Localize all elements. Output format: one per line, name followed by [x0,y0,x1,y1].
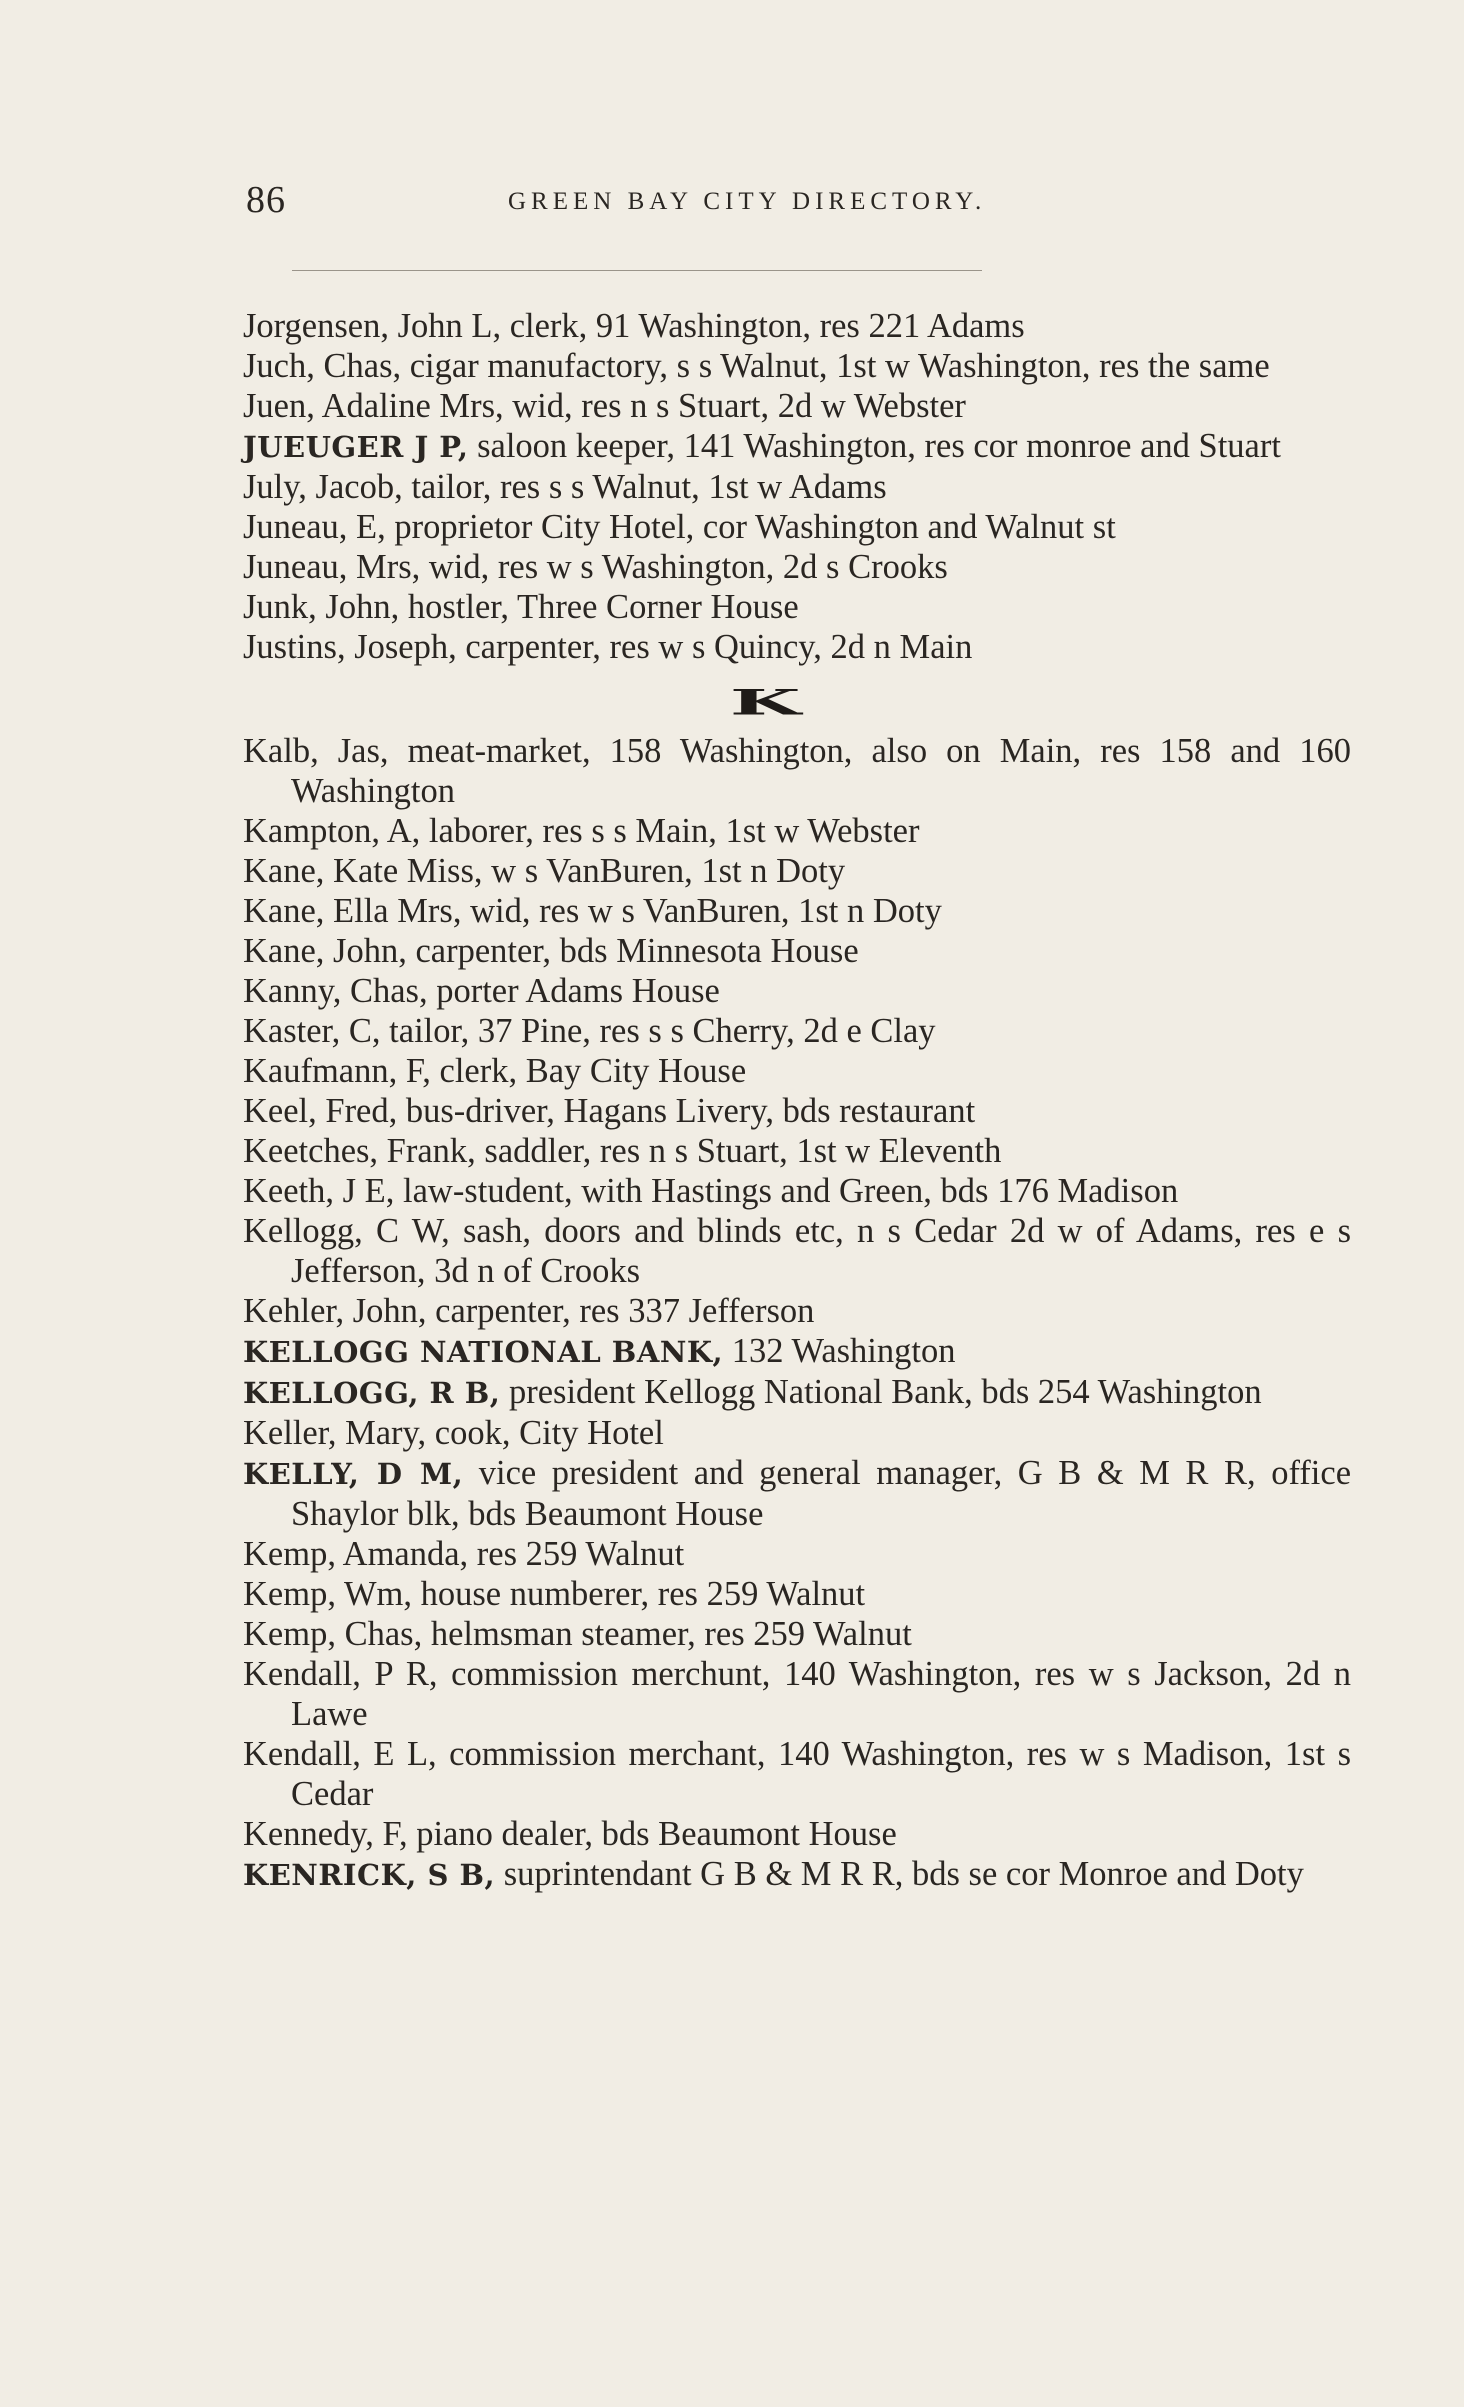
directory-entry [243,1854,1351,1895]
directory-entry [243,1654,1351,1734]
directory-entry [243,386,1351,426]
entry-text: Kaster, C, tailor, 37 Pine, res s s Cherry, 2d e Clay [243,1012,936,1050]
entry-text: Kendall, P R, commission merchunt, 140 Washington, res w s Jackson, 2d n Lawe [243,1655,1351,1733]
directory-entry [243,931,1351,971]
entry-text: Jorgensen, John L, clerk, 91 Washington, res 221 Adams [243,307,1025,345]
entry-bold-name: KELLOGG, R B, [243,1376,501,1410]
entry-text: Kane, John, carpenter, bds Minnesota House [243,932,859,970]
entry-text: Juneau, Mrs, wid, res w s Washington, 2d s Crooks [243,548,948,586]
directory-entry [243,811,1351,851]
section-letter-heading [243,667,1351,731]
entry-text: suprintendant G B & M R R, bds se cor Monroe and Doty [503,1855,1304,1893]
entry-text: Kalb, Jas, meat-market, 158 Washington, also on Main, res 158 and 160 Washington [243,732,1351,810]
directory-entry [243,1331,1351,1372]
entry-text: Kehler, John, carpenter, res 337 Jefferson [243,1292,815,1330]
directory-entry [243,1372,1351,1413]
entry-text: 132 Washington [731,1332,956,1370]
entry-bold-name: KENRICK, S B, [243,1858,496,1892]
entry-text: Kemp, Amanda, res 259 Walnut [243,1535,685,1573]
directory-entry [243,1413,1351,1453]
running-title: GREEN BAY CITY DIRECTORY. [508,188,987,215]
directory-entry [243,507,1351,547]
directory-entry [243,426,1351,467]
entry-text: saloon keeper, 141 Washington, res cor monroe and Stuart [477,427,1281,465]
entry-bold-name: KELLY, D M, [243,1457,464,1491]
entry-text: Kendall, E L, commission merchant, 140 Washington, res w s Madison, 1st s Cedar [243,1735,1351,1813]
entry-text: Kane, Kate Miss, w s VanBuren, 1st n Doty [243,852,846,890]
directory-entry [243,1051,1351,1091]
entry-bold-name: KELLOGG NATIONAL BANK, [243,1335,724,1369]
page-number: 86 [246,179,286,221]
directory-entry [243,1291,1351,1331]
page-header [246,178,1246,228]
entry-bold-name: JUEUGER J P, [243,430,469,464]
directory-entry [243,851,1351,891]
directory-entry [243,1534,1351,1574]
directory-entry [243,467,1351,507]
directory-entry [243,1814,1351,1854]
directory-entry [243,627,1351,667]
section-letter: K [729,682,805,724]
directory-entry [243,346,1351,386]
entry-text: Kaufmann, F, clerk, Bay City House [243,1052,747,1090]
entry-text: Kampton, A, laborer, res s s Main, 1st w Webster [243,812,920,850]
entry-text: Juneau, E, proprietor City Hotel, cor Washington and Walnut st [243,508,1116,546]
directory-entry [243,1614,1351,1654]
directory-entry [243,971,1351,1011]
entry-text: Kellogg, C W, sash, doors and blinds etc, n s Cedar 2d w of Adams, res e s Jefferson, 3d n of Crooks [243,1212,1351,1290]
entry-text: Juch, Chas, cigar manufactory, s s Walnut, 1st w Washington, res the same [243,347,1270,385]
header-rule [292,270,982,271]
entry-text: Junk, John, hostler, Three Corner House [243,588,799,626]
entry-text: Kanny, Chas, porter Adams House [243,972,720,1010]
directory-entry [243,1171,1351,1211]
directory-entry [243,891,1351,931]
directory-entry [243,1734,1351,1814]
directory-entry [243,1453,1351,1534]
entry-text: Kemp, Chas, helmsman steamer, res 259 Walnut [243,1615,912,1653]
entry-text: Keel, Fred, bus-driver, Hagans Livery, bds restaurant [243,1092,976,1130]
directory-entry [243,587,1351,627]
entry-text: July, Jacob, tailor, res s s Walnut, 1st w Adams [243,468,887,506]
entry-text: vice president and general manager, G B & M R R, office Shaylor blk, bds Beaumont House [291,1454,1352,1533]
entry-text: Kane, Ella Mrs, wid, res w s VanBuren, 1st n Doty [243,892,942,930]
directory-entries [243,306,1351,1895]
entry-text: Keeth, J E, law-student, with Hastings and Green, bds 176 Madison [243,1172,1179,1210]
directory-entry [243,306,1351,346]
entry-text: Keller, Mary, cook, City Hotel [243,1414,664,1452]
entry-text: president Kellogg National Bank, bds 254 Washington [508,1373,1262,1411]
directory-entry [243,547,1351,587]
directory-entry [243,1211,1351,1291]
directory-entry [243,1011,1351,1051]
entry-text: Kennedy, F, piano dealer, bds Beaumont House [243,1815,897,1853]
directory-entry [243,1091,1351,1131]
entry-text: Keetches, Frank, saddler, res n s Stuart, 1st w Eleventh [243,1132,1002,1170]
entries-section-k [243,731,1351,1895]
directory-entry [243,731,1351,811]
entry-text: Justins, Joseph, carpenter, res w s Quincy, 2d n Main [243,628,973,666]
directory-entry [243,1574,1351,1614]
entries-section-j [243,306,1351,667]
entry-text: Juen, Adaline Mrs, wid, res n s Stuart, 2d w Webster [243,387,966,425]
entry-text: Kemp, Wm, house numberer, res 259 Walnut [243,1575,866,1613]
directory-entry [243,1131,1351,1171]
